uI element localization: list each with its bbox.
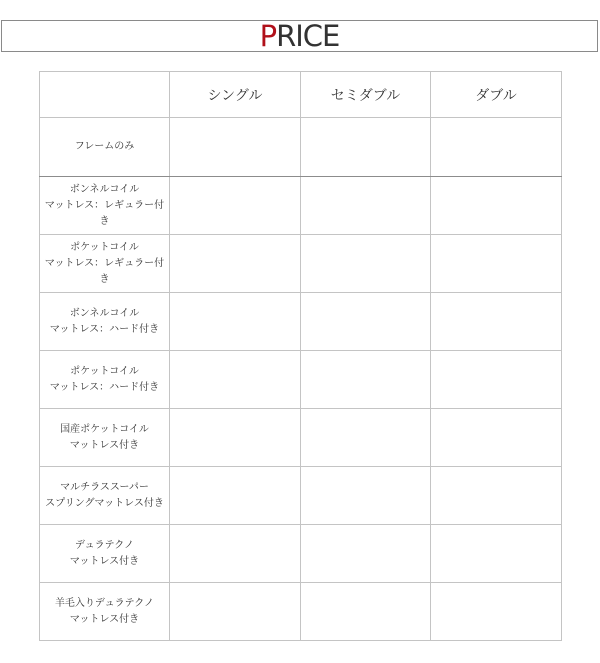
table-row bbox=[40, 351, 562, 409]
price-cell-semi-double bbox=[301, 177, 431, 235]
table-row bbox=[40, 467, 562, 525]
row-label-line: フレームのみ bbox=[74, 141, 135, 152]
row-label-line: マットレス付き bbox=[69, 555, 140, 567]
header-corner-cell bbox=[40, 72, 170, 118]
price-cell-single bbox=[170, 525, 301, 583]
row-label bbox=[40, 235, 170, 293]
price-cell-double bbox=[431, 293, 562, 351]
table-row bbox=[40, 177, 562, 235]
row-label bbox=[40, 583, 170, 641]
price-cell-double bbox=[431, 177, 562, 235]
price-cell-semi-double bbox=[301, 293, 431, 351]
row-label-line: マットレス：ハード付き bbox=[49, 381, 160, 393]
table-row bbox=[40, 409, 562, 467]
table-row bbox=[40, 583, 562, 641]
row-label-line: ボンネルコイル bbox=[69, 183, 140, 195]
price-cell-double bbox=[431, 351, 562, 409]
price-cell-single bbox=[170, 583, 301, 641]
row-label-line: 国産ポケットコイル bbox=[60, 423, 149, 435]
row-label bbox=[40, 118, 170, 177]
price-cell-double bbox=[431, 583, 562, 641]
row-label-line: マットレス：レギュラー付き bbox=[44, 257, 165, 285]
header-row bbox=[40, 72, 562, 118]
price-table bbox=[39, 71, 562, 641]
row-label-line: マットレス付き bbox=[69, 613, 140, 625]
header-semi-double: セミダブル bbox=[301, 72, 431, 118]
row-label-line: ボンネルコイル bbox=[69, 307, 140, 319]
row-label bbox=[40, 177, 170, 235]
price-cell-single bbox=[170, 293, 301, 351]
price-cell-double bbox=[431, 118, 562, 177]
price-cell-semi-double bbox=[301, 351, 431, 409]
row-label bbox=[40, 409, 170, 467]
price-cell-double bbox=[431, 525, 562, 583]
price-cell-single bbox=[170, 118, 301, 177]
row-label-line: ポケットコイル bbox=[70, 365, 139, 377]
price-cell-single bbox=[170, 409, 301, 467]
price-cell-semi-double bbox=[301, 409, 431, 467]
price-title-accent: P bbox=[259, 19, 277, 53]
price-title-rest: RICE bbox=[276, 19, 340, 53]
price-cell-double bbox=[431, 409, 562, 467]
row-label bbox=[40, 467, 170, 525]
row-label-line: スプリングマットレス付き bbox=[45, 497, 164, 509]
row-label bbox=[40, 525, 170, 583]
row-label-line: マットレス：ハード付き bbox=[49, 323, 160, 335]
price-cell-semi-double bbox=[301, 467, 431, 525]
price-cell-semi-double bbox=[301, 235, 431, 293]
table-row bbox=[40, 293, 562, 351]
row-label-line: デュラテクノ bbox=[74, 539, 135, 551]
price-cell-semi-double bbox=[301, 525, 431, 583]
price-title bbox=[1, 20, 598, 52]
table-row bbox=[40, 235, 562, 293]
row-label bbox=[40, 293, 170, 351]
row-label-line: 羊毛入りデュラテクノ bbox=[54, 597, 155, 609]
row-label-line: マットレス：レギュラー付き bbox=[44, 199, 165, 227]
table-row bbox=[40, 525, 562, 583]
price-cell-single bbox=[170, 235, 301, 293]
table-row bbox=[40, 118, 562, 177]
row-label-line: マットレス付き bbox=[69, 439, 140, 451]
price-cell-semi-double bbox=[301, 583, 431, 641]
price-cell-semi-double bbox=[301, 118, 431, 177]
header-double: ダブル bbox=[431, 72, 562, 118]
price-cell-single bbox=[170, 467, 301, 525]
price-cell-double bbox=[431, 467, 562, 525]
header-single: シングル bbox=[170, 72, 301, 118]
row-label-line: マルチラススーパー bbox=[60, 481, 149, 493]
row-label-line: ポケットコイル bbox=[70, 241, 139, 253]
row-label bbox=[40, 351, 170, 409]
price-cell-single bbox=[170, 351, 301, 409]
price-cell-single bbox=[170, 177, 301, 235]
price-cell-double bbox=[431, 235, 562, 293]
